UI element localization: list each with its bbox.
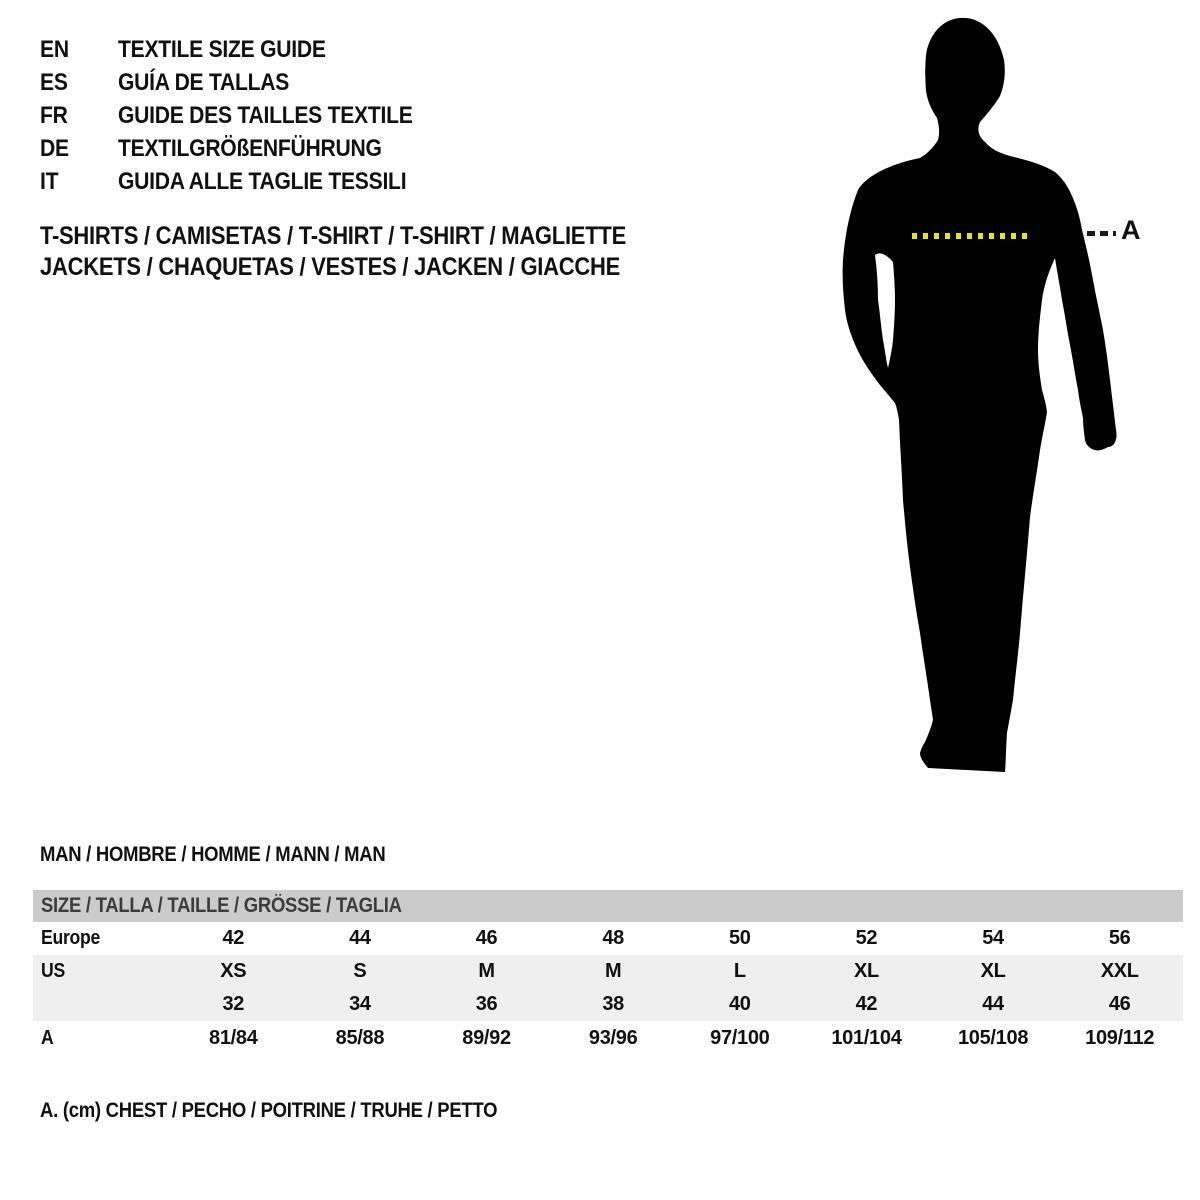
table-cell: L [733,960,746,982]
table-cell: 50 [728,927,751,949]
language-label [118,69,453,97]
table-row [33,955,1183,988]
table-cell: 38 [602,993,625,1015]
table-row-label-text: A [41,1027,54,1049]
language-row [40,33,453,66]
language-label [118,36,453,64]
table-cell: 48 [602,927,625,949]
table-cell: XL [853,960,879,982]
size-table-header [33,890,1183,922]
size-table-body [33,922,1183,1056]
table-cell: 44 [349,927,371,949]
table-cell: XS [220,960,247,982]
table-row-label [33,1021,170,1056]
table-cell: 89/92 [462,1027,511,1049]
table-cell: M [478,960,495,982]
language-label [118,102,453,130]
table-cell: 46 [475,927,498,949]
product-category-text: T-SHIRTS / CAMISETAS / T-SHIRT / T-SHIRT / MAGLIETTE [40,222,626,250]
table-cell: 52 [855,927,878,949]
man-silhouette-svg [830,12,1130,787]
language-row [40,165,453,198]
measurement-footnote [40,1099,560,1123]
table-cell: 101/104 [831,1027,902,1049]
table-row-label-text: Europe [41,927,101,949]
language-label-text: GUIDE DES TAILLES TEXTILE [118,101,413,129]
table-row [33,1021,1183,1056]
table-cell: M [605,960,622,982]
product-categories [40,221,706,283]
language-code [40,36,118,64]
language-row [40,99,453,132]
size-table-header-text: SIZE / TALLA / TAILLE / GRÖSSE / TAGLIA [41,894,402,917]
measure-callout-dashes [1087,231,1116,236]
language-row [40,132,453,165]
language-label [118,168,453,196]
man-silhouette-shape [843,18,1117,772]
table-cell: 93/96 [588,1027,638,1049]
language-code-text: DE [40,134,69,162]
language-code [40,135,118,163]
language-code-text: IT [40,167,59,195]
table-row-label [33,922,170,955]
measure-label-a: A [1121,215,1141,245]
product-category-line [40,221,706,252]
table-cell: 42 [855,993,878,1015]
table-cell: XXL [1100,960,1139,982]
language-code [40,102,118,130]
product-category-line [40,252,706,283]
language-label-text: GUIDA ALLE TAGLIE TESSILI [118,167,407,195]
table-row [33,988,1183,1021]
table-cell: 85/88 [335,1027,385,1049]
measurement-footnote-text: A. (cm) CHEST / PECHO / POITRINE / TRUHE / PETTO [40,1099,498,1122]
table-cell: 42 [222,927,245,949]
table-cell: 44 [982,993,1004,1015]
section-title-text: MAN / HOMBRE / HOMME / MANN / MAN [40,843,386,866]
table-cell: 36 [475,993,498,1015]
language-code-text: EN [40,35,69,63]
table-cell: 105/108 [957,1027,1029,1049]
table-row [33,922,1183,955]
language-row [40,66,453,99]
table-cell: 46 [1108,993,1131,1015]
language-code [40,69,118,97]
table-row-label-text: US [41,960,65,982]
table-row-label [33,955,170,988]
language-label-text: GUÍA DE TALLAS [118,68,290,96]
table-cell: 34 [349,993,371,1015]
table-cell: 97/100 [710,1027,770,1049]
table-cell: 32 [222,993,245,1015]
size-table [33,890,1183,1056]
language-code-text: FR [40,101,68,129]
language-label [118,135,453,163]
section-title [40,843,433,867]
table-cell: 40 [728,993,751,1015]
product-category-text: JACKETS / CHAQUETAS / VESTES / JACKEN / GIACCHE [40,253,621,281]
table-cell: XL [980,960,1006,982]
language-code-text: ES [40,68,68,96]
table-cell: 109/112 [1085,1027,1155,1049]
chest-measure-dotted-line [912,233,1030,239]
table-cell: 81/84 [209,1027,258,1049]
table-cell: S [353,960,367,982]
language-code [40,168,118,196]
table-row-label [33,988,170,1021]
table-cell: 56 [1108,927,1131,949]
language-label-text: TEXTILGRÖßENFÜHRUNG [118,134,382,162]
man-silhouette [830,12,1130,787]
table-cell: 54 [982,927,1004,949]
language-list [40,33,453,198]
language-label-text: TEXTILE SIZE GUIDE [118,35,326,63]
